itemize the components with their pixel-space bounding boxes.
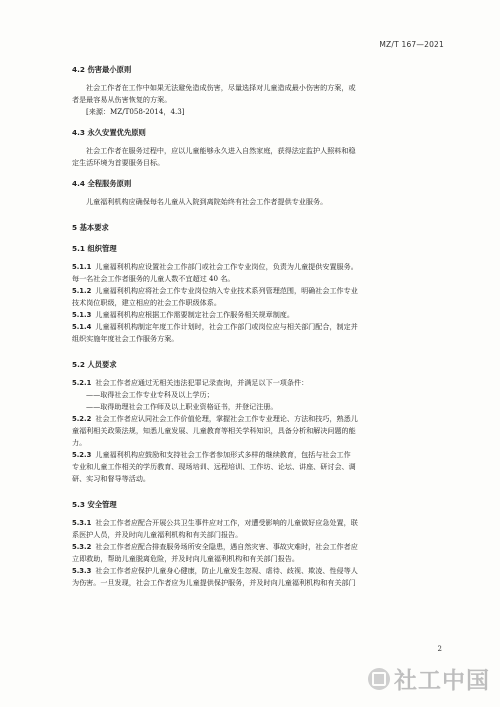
section-heading-4-4: 4.4 全程服务原则 xyxy=(72,179,132,188)
clause-text: 组织实施年度社会工作服务方案。 xyxy=(72,334,179,343)
clause-number: 5.1.1 xyxy=(72,263,92,271)
clause-text: 社会工作者应配合开展公共卫生事件应对工作，对遭受影响的儿童做好应急处置，联 xyxy=(95,518,358,527)
clause-number: 5.2.2 xyxy=(72,415,92,423)
clause-number: 5.2.1 xyxy=(72,379,92,387)
clause-text: 系医护人员，并及时向儿童福利机构和有关部门报告。 xyxy=(72,530,243,539)
page-number: 2 xyxy=(437,645,442,653)
clause-number: 5.1.3 xyxy=(72,311,92,319)
paragraph: 儿童福利机构应确保每名儿童从入院到离院始终有社会工作者提供专业服务。 xyxy=(86,197,328,206)
clause-number: 5.3.2 xyxy=(72,543,92,551)
clause-text: 研、实习和督导等活动。 xyxy=(72,474,151,483)
clause-5-2-2 xyxy=(72,413,432,449)
document-body xyxy=(72,64,432,589)
clause-number: 5.1.2 xyxy=(72,287,92,295)
clause-5-3-3 xyxy=(72,565,432,589)
clause-text: 儿童福利机构应鼓励和支持社会工作者参加形式多样的继续教育，包括与社会工作 xyxy=(95,450,351,459)
section-heading-5-2: 5.2 人员要求 xyxy=(72,360,117,369)
clause-text: 为伤害。一旦发现，社会工作者应为儿童提供保护服务，并及时向儿童福利机构和有关部门 xyxy=(72,578,356,587)
clause-text: 专业和儿童工作相关的学历教育、现场培训、远程培训、工作坊、论坛、讲座、研讨会、调 xyxy=(72,462,356,471)
clause-text: 儿童福利机构应将社会工作专业岗位纳入专业技术系列管理范围，明确社会工作专业 xyxy=(95,286,358,295)
clause-5-1-4 xyxy=(72,321,432,345)
clause-5-1-2 xyxy=(72,285,432,309)
paragraph: 者是最容易从伤害恢复的方案。 xyxy=(72,95,172,104)
watermark-logo xyxy=(368,662,490,695)
clause-5-1-3 xyxy=(72,309,432,321)
clause-text: 社会工作者应认同社会工作价值伦理，掌握社会工作专业理论、方法和技巧，熟悉儿 xyxy=(95,414,358,423)
logo-icon xyxy=(368,668,390,690)
clause-text: 社会工作者应配合排查服务场所安全隐患，遇自然灾害、事故灾难时，社会工作者应 xyxy=(95,542,358,551)
list-item: ——取得助理社会工作师及以上职业资格证书，并登记注册。 xyxy=(86,402,278,411)
list-item: ——取得社会工作专业专科及以上学历； xyxy=(86,390,214,399)
paragraph: 社会工作者在工作中如果无法避免造成伤害，尽量选择对儿童造成最小伤害的方案，或 xyxy=(86,83,356,92)
clause-text: 力。 xyxy=(72,438,87,447)
clause-text: 社会工作者应保护儿童身心健康，防止儿童发生忽视、虐待、歧视、欺凌、性侵等人 xyxy=(95,566,358,575)
clause-text: 童福利相关政策法规，知悉儿童发展、儿童教育等相关学科知识，具备分析和解决问题的能 xyxy=(72,426,356,435)
clause-text: 社会工作者应通过无相关违法犯罪记录查询，并满足以下一项条件： xyxy=(95,378,309,387)
clause-text: 儿童福利机构制定年度工作计划时，社会工作部门或岗位应与相关部门配合，制定并 xyxy=(95,322,358,331)
clause-5-3-1 xyxy=(72,517,432,541)
clause-number: 5.3.1 xyxy=(72,519,92,527)
section-heading-4-2: 4.2 伤害最小原则 xyxy=(72,65,132,74)
clause-number: 5.3.3 xyxy=(72,567,92,575)
clause-text: 儿童福利机构应根据工作需要制定社会工作服务相关规章制度。 xyxy=(95,310,294,319)
paragraph: 定生活环境为首要服务目标。 xyxy=(72,158,165,167)
clause-number: 5.1.4 xyxy=(72,323,92,331)
section-heading-5-3: 5.3 安全管理 xyxy=(72,500,117,509)
section-heading-4-3: 4.3 永久安置优先原则 xyxy=(72,128,146,137)
clause-text: 技术岗位职级，建立相应的社会工作职级体系。 xyxy=(72,298,221,307)
paragraph: 社会工作者在服务过程中，应以儿童能够永久进入自然家庭，获得法定监护人照料和稳 xyxy=(86,146,356,155)
clause-text: 每一名社会工作者服务的儿童人数不宜超过 40 名。 xyxy=(72,274,235,283)
standard-code: MZ/T 167—2021 xyxy=(379,40,444,49)
clause-5-3-2 xyxy=(72,541,432,565)
clause-5-1-1 xyxy=(72,261,432,285)
clause-5-2-1 xyxy=(72,377,432,413)
source-reference: [来源：MZ/T058-2014，4.3] xyxy=(86,107,185,116)
watermark-text: 社工中国 xyxy=(394,668,490,694)
clause-text: 儿童福利机构应设置社会工作部门或社会工作专业岗位，负责为儿童提供安置服务。 xyxy=(95,262,358,271)
section-heading-5: 5 基本要求 xyxy=(72,223,109,232)
section-heading-5-1: 5.1 组织管理 xyxy=(72,244,117,253)
clause-text: 立即救助，帮助儿童脱离危险，并及时向儿童福利机构和有关部门报告。 xyxy=(72,554,299,563)
clause-5-2-3 xyxy=(72,449,432,485)
clause-number: 5.2.3 xyxy=(72,451,92,459)
